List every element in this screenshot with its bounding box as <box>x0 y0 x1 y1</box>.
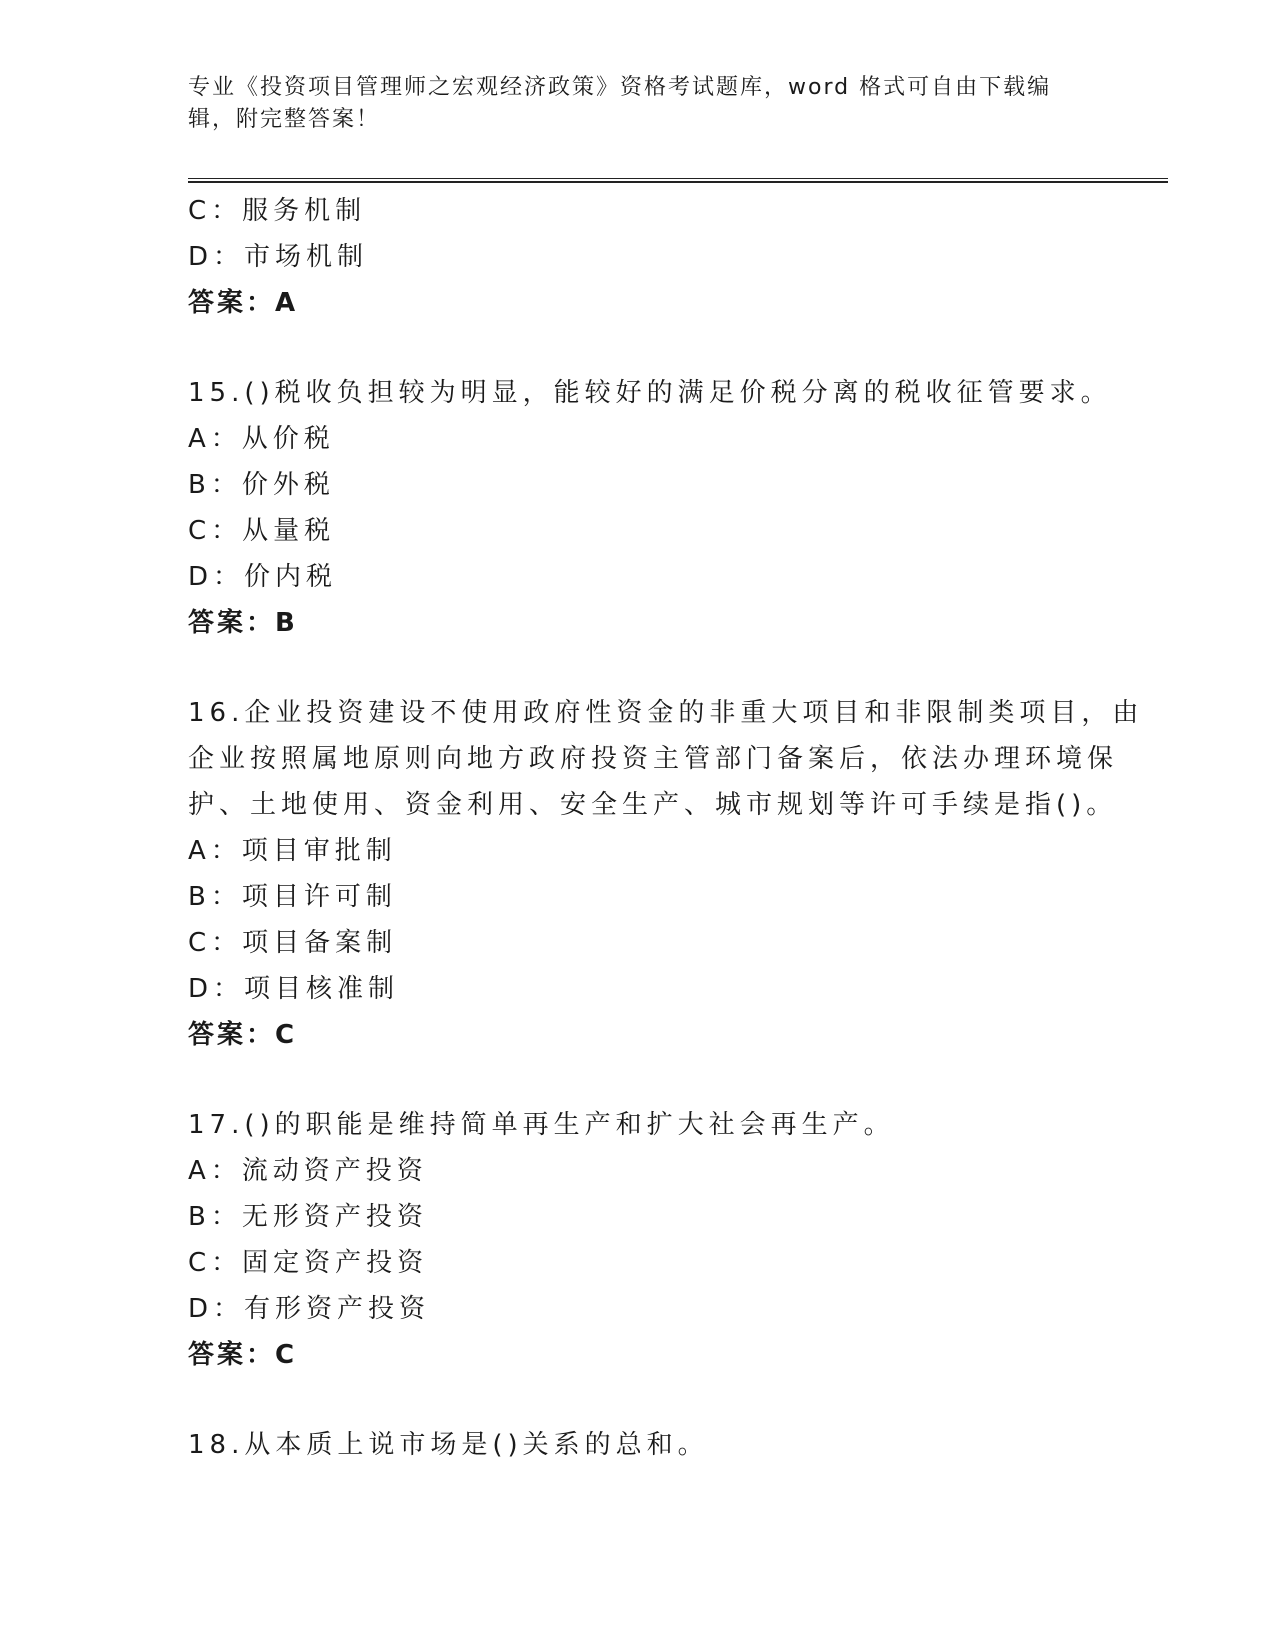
option-c: C：项目备案制 <box>188 928 398 958</box>
question-18 <box>188 1422 1088 1468</box>
option-d: D：项目核准制 <box>188 974 400 1004</box>
option-b: B：价外税 <box>188 470 335 500</box>
option-d: D：价内税 <box>188 562 338 592</box>
stem-line: 17.()的职能是维持简单再生产和扩大社会再生产。 <box>188 1110 895 1140</box>
option-a: A：项目审批制 <box>188 836 397 866</box>
option-c: C：从量税 <box>188 516 336 546</box>
answer-value: B <box>275 608 298 638</box>
answer-label: 答案： <box>188 1020 276 1050</box>
stem-line: 企业按照属地原则向地方政府投资主管部门备案后，依法办理环境保 <box>188 744 1119 774</box>
question-list <box>188 188 1144 1468</box>
question-16 <box>188 690 1144 1058</box>
question-fragment <box>188 188 1088 326</box>
option-a: A：流动资产投资 <box>188 1156 428 1186</box>
answer-line <box>188 1332 1088 1378</box>
header-line-2: 辑，附完整答案！ <box>188 107 381 132</box>
answer-label: 答案： <box>188 288 276 318</box>
answer-label: 答案： <box>188 1340 276 1370</box>
page-header <box>188 72 1068 136</box>
answer-line <box>188 280 1088 326</box>
stem-line: 18.从本质上说市场是()关系的总和。 <box>188 1430 709 1460</box>
option-b: B：无形资产投资 <box>188 1202 428 1232</box>
question-stem <box>188 1422 1088 1468</box>
question-15 <box>188 370 1112 646</box>
option-d: D：市场机制 <box>188 242 369 272</box>
option-b: B：项目许可制 <box>188 882 397 912</box>
answer-value: C <box>275 1340 298 1370</box>
question-stem <box>188 370 1112 416</box>
question-stem <box>188 690 1144 828</box>
option-d: D：有形资产投资 <box>188 1294 431 1324</box>
question-17 <box>188 1102 1088 1378</box>
option-c: C：服务机制 <box>188 196 367 226</box>
stem-line: 护、土地使用、资金利用、安全生产、城市规划等许可手续是指()。 <box>188 790 1118 820</box>
option-a: A：从价税 <box>188 424 335 454</box>
header-line-1: 专业《投资项目管理师之宏观经济政策》资格考试题库，word 格式可自由下载编 <box>188 75 1052 100</box>
stem-line: 15.()税收负担较为明显，能较好的满足价税分离的税收征管要求。 <box>188 378 1112 408</box>
option-c: C：固定资产投资 <box>188 1248 429 1278</box>
answer-line <box>188 600 1088 646</box>
answer-label: 答案： <box>188 608 276 638</box>
answer-line <box>188 1012 1088 1058</box>
answer-value: C <box>275 1020 298 1050</box>
question-stem <box>188 1102 1088 1148</box>
header-divider <box>188 178 1168 183</box>
answer-value: A <box>275 288 299 318</box>
stem-line: 16.企业投资建设不使用政府性资金的非重大项目和非限制类项目，由 <box>188 698 1144 728</box>
